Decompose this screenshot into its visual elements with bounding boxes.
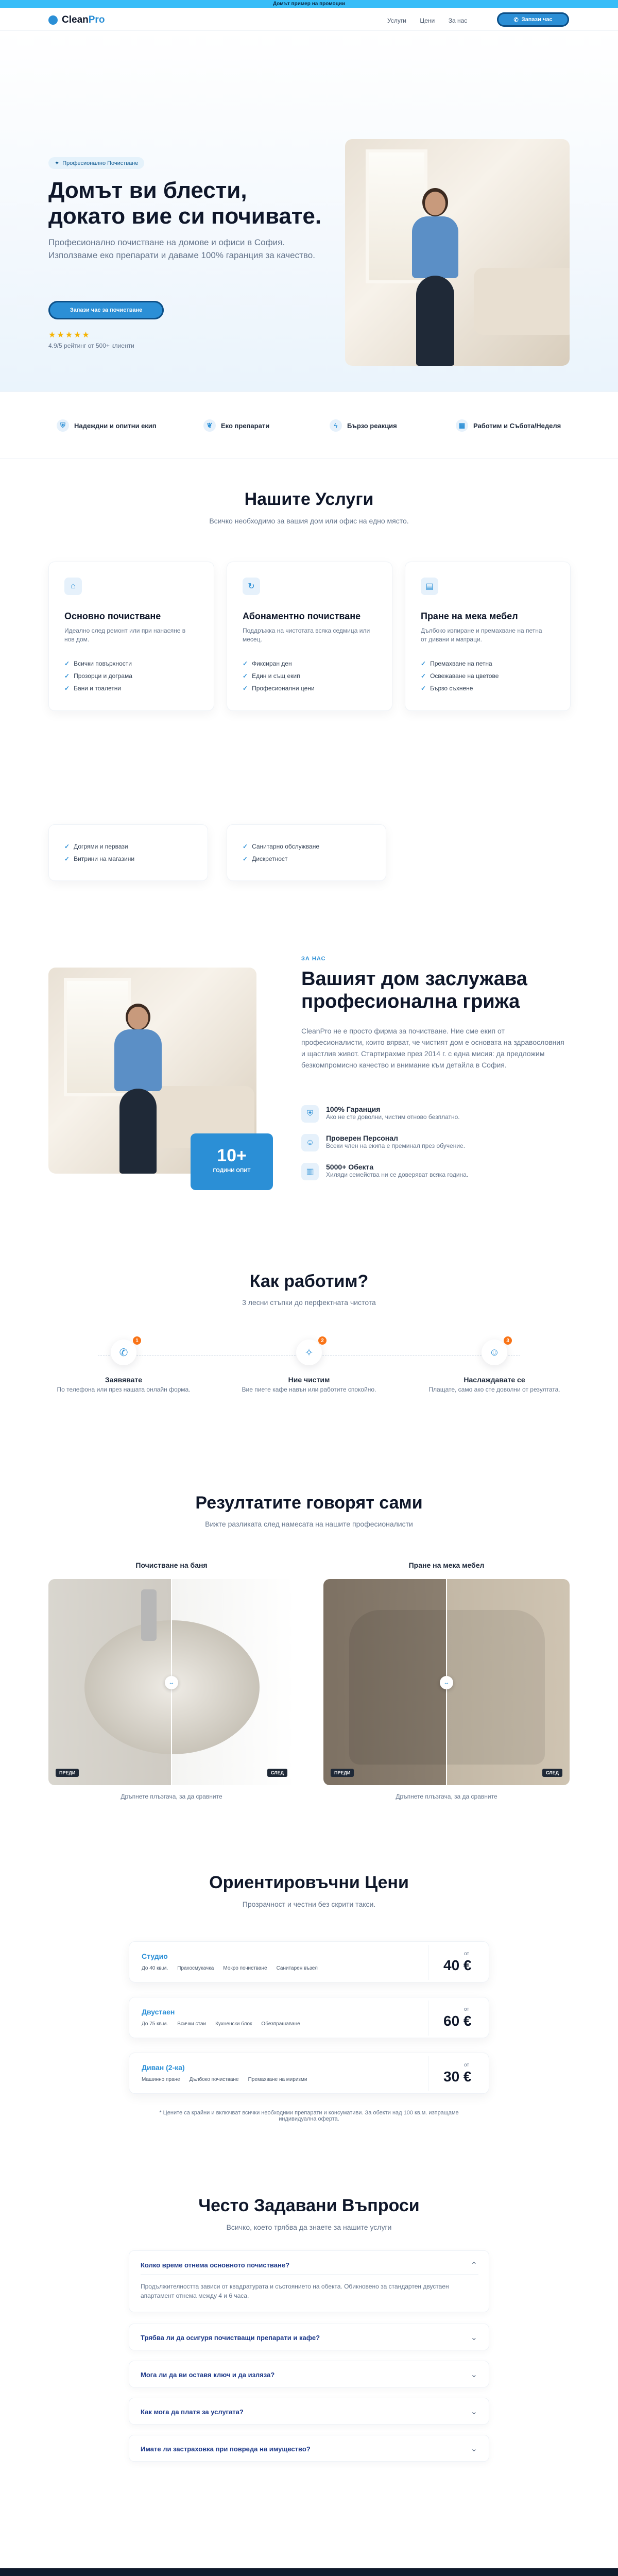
sparkles-icon: ✧ xyxy=(296,1340,322,1365)
header-book-button[interactable]: ✆ Запази час xyxy=(497,12,569,27)
prices-title: Ориентировъчни Цени xyxy=(209,1873,409,1892)
nav-about[interactable]: За нас xyxy=(448,17,468,24)
hero-book-button[interactable]: Запази час за почистване xyxy=(48,301,164,319)
faq-subtitle: Всичко, което трябва да знаете за нашите услуги xyxy=(226,2223,392,2231)
faq-item[interactable]: Трябва ли да осигуря почистващи препарати и кафе? ⌄ xyxy=(129,2324,489,2350)
cta-footer-section xyxy=(0,2568,618,2576)
slider-handle-icon[interactable]: ↔ xyxy=(165,1676,178,1689)
list-item: ✓ Професионални цени xyxy=(243,685,315,692)
results-title: Резултатите говорят сами xyxy=(195,1493,423,1513)
rating-stars: ★★★★★ xyxy=(48,331,91,340)
broom-icon: ⌂ xyxy=(64,578,82,595)
faq-item-open[interactable]: Колко време отнема основното почистване? ⌃ Продължителността зависи от квадратурата и състоянието на обекта. Обикновено за стандартен двустаен апартамент отнема между 4 и 6 часа. xyxy=(129,2250,489,2312)
services-subtitle: Всичко необходимо за вашия дом или офис на едно място. xyxy=(209,517,409,525)
list-item: ✓ Прозорци и дограма xyxy=(64,672,132,680)
result-title-bath: Почистване на баня xyxy=(135,1561,208,1569)
hero-pill: ✦ Професионално Почистване xyxy=(48,157,144,169)
phone-icon: ✆ xyxy=(513,16,519,23)
nav-prices[interactable]: Цени xyxy=(420,17,435,24)
result-title-sofa: Пране на мека мебел xyxy=(408,1561,485,1569)
about-label: ЗА НАС xyxy=(301,956,326,962)
list-item: ✓ Санитарно обслужване xyxy=(243,843,320,850)
hero-photo xyxy=(345,139,570,366)
how-subtitle: 3 лесни стъпки до перфектната чистота xyxy=(242,1298,376,1307)
before-after-sofa[interactable]: ↔ ПРЕДИ СЛЕД xyxy=(323,1579,570,1785)
list-item: ✓ Догрями и первази xyxy=(64,843,128,850)
main-nav xyxy=(376,16,467,25)
faq-item[interactable]: Имате ли застраховка при повреда на имущество? ⌄ xyxy=(129,2435,489,2462)
about-title: Вашият дом заслужава професионална грижа xyxy=(301,968,527,1012)
prices-subtitle: Прозрачност и честни без скрити такси. xyxy=(242,1900,376,1908)
shield-icon: ⛨ xyxy=(57,419,69,432)
experience-badge: 10+ ГОДИНИ ОПИТ xyxy=(191,1133,273,1190)
step-1: ✆ 1 Заявявате По телефона или през нашата онлайн форма. xyxy=(46,1340,201,1393)
about-point: ▥ 5000+ Обекта Хиляди семейства ни се доверяват всяка година. xyxy=(301,1163,569,1180)
about-points xyxy=(301,1105,569,1180)
before-after-bath[interactable]: ↔ ПРЕДИ СЛЕД xyxy=(48,1579,295,1785)
prices-note: * Цените са крайни и включват всички необходими препарати и консумативи. За обекти над 100 кв.м. изпращаме индивидуална оферта. xyxy=(159,2110,459,2122)
service-card-upholstery[interactable]: ▤ Пране на мека мебел Дълбоко изпиране и премахване на петна от дивани и матраци. ✓ Премахване на петна ✓ Освежаване на цветове ✓ Бързо съхнене xyxy=(405,562,571,711)
shield-check-icon: ⛨ xyxy=(301,1105,319,1123)
list-item: ✓ Бани и тоалетни xyxy=(64,685,122,692)
phone-icon: ✆ xyxy=(111,1340,136,1365)
services-title: Нашите Услуги xyxy=(244,489,374,509)
about-point: ☺ Проверен Персонал Всеки член на екипа е преминал през обучение. xyxy=(301,1134,569,1151)
features-strip xyxy=(0,392,618,459)
hero-subtitle: Професионално почистване на домове и офиси в София. Използваме еко препарати и даваме 100% гаранция за качество. xyxy=(48,238,315,260)
refresh-icon: ↻ xyxy=(243,578,260,595)
service-card-extra-b[interactable] xyxy=(227,824,386,881)
list-item: ✓ Освежаване на цветове xyxy=(421,672,499,680)
faq-item[interactable]: Мога ли да ви оставя ключ и да изляза? ⌄ xyxy=(129,2361,489,2387)
smile-icon: ☺ xyxy=(482,1340,507,1365)
about-point: ⛨ 100% Гаранция Ако не сте доволни, чистим отново безплатно. xyxy=(301,1105,569,1123)
lightning-icon: ϟ xyxy=(330,419,342,432)
sofa-icon: ▤ xyxy=(421,578,438,595)
site-header xyxy=(0,8,618,31)
result-caption: Дръпнете плъзгача, за да сравните xyxy=(121,1793,222,1800)
chevron-down-icon: ⌄ xyxy=(470,2370,477,2379)
sparkle-icon: ✦ xyxy=(55,160,60,166)
hero-title: Домът ви блести, докато вие си почивате. xyxy=(48,178,322,229)
faq-item[interactable]: Как мога да платя за услугата? ⌄ xyxy=(129,2398,489,2425)
service-card-basic[interactable]: ⌂ Основно почистване Идеално след ремонт или при нанасяне в нов дом. ✓ Всички повърхности ✓ Прозорци и дограма ✓ Бани и тоалетни xyxy=(48,562,214,711)
list-item: ✓ Всички повърхности xyxy=(64,660,132,667)
user-check-icon: ☺ xyxy=(301,1134,319,1151)
chevron-up-icon: ⌃ xyxy=(470,2261,477,2270)
promo-bar: Домът пример на промоции xyxy=(0,0,618,8)
step-3: ☺ 3 Наслаждавате се Плащате, само ако сте доволни от резултата. xyxy=(417,1340,572,1393)
logo-icon xyxy=(48,15,58,25)
chevron-down-icon: ⌄ xyxy=(470,2445,477,2453)
chevron-down-icon: ⌄ xyxy=(470,2333,477,2342)
result-caption: Дръпнете плъзгача, за да сравните xyxy=(396,1793,497,1800)
feature-eco: ❦ Еко препарати xyxy=(203,419,269,432)
building-icon: ▥ xyxy=(301,1163,319,1180)
feature-team: ⛨ Надеждни и опитни екип xyxy=(57,419,157,432)
about-text: CleanPro не е просто фирма за почистване. Ние сме екип от професионалисти, които вярват, че чистият дом е основата на здравословния и щастлив живот. Стартирахме през 2014 г. с една мисия: да предложим безкомпромисно качество и внимание към детайла в София. xyxy=(301,1027,564,1069)
results-subtitle: Вижте разликата след намесата на нашите професионалисти xyxy=(205,1520,413,1528)
feature-weekend: ▦ Работим и Събота/Неделя xyxy=(456,419,561,432)
service-card-subscription[interactable]: ↻ Абонаментно почистване Поддръжка на чистотата всяка седмица или месец. ✓ Фиксиран ден ✓ Един и същ екип ✓ Професионални цени xyxy=(227,562,392,711)
list-item: ✓ Фиксиран ден xyxy=(243,660,292,667)
leaf-icon: ❦ xyxy=(203,419,216,432)
chevron-down-icon: ⌄ xyxy=(470,2408,477,2416)
slider-handle-icon[interactable]: ↔ xyxy=(440,1676,453,1689)
list-item: ✓ Дискретност xyxy=(243,855,288,862)
list-item: ✓ Бързо съхнене xyxy=(421,685,473,692)
price-card-studio[interactable]: Студио До 40 кв.м. Прахосмукачка Мокро почистване Санитарен възел от 40 € xyxy=(129,1941,489,1982)
list-item: ✓ Един и същ екип xyxy=(243,672,300,680)
price-card-sofa[interactable]: Диван (2-ка) Машинно пране Дълбоко почистване Премахване на миризми от 30 € xyxy=(129,2053,489,2094)
how-title: Как работим? xyxy=(249,1272,369,1291)
price-card-two-room[interactable]: Двустаен До 75 кв.м. Всички стаи Кухненски блок Обезпрашаване от 60 € xyxy=(129,1997,489,2038)
service-card-extra-a[interactable] xyxy=(48,824,208,881)
rating-text: 4.9/5 рейтинг от 500+ клиенти xyxy=(48,342,134,349)
list-item: ✓ Витрини на магазини xyxy=(64,855,135,862)
faq-title: Често Задавани Въпроси xyxy=(198,2196,420,2215)
step-2: ✧ 2 Ние чистим Вие пиете кафе навън или работите спокойно. xyxy=(232,1340,386,1393)
calendar-icon: ▦ xyxy=(456,419,468,432)
list-item: ✓ Премахване на петна xyxy=(421,660,492,667)
logo[interactable]: CleanPro xyxy=(48,14,105,26)
feature-fast: ϟ Бързо реакция xyxy=(330,419,397,432)
nav-services[interactable]: Услуги xyxy=(387,17,406,24)
